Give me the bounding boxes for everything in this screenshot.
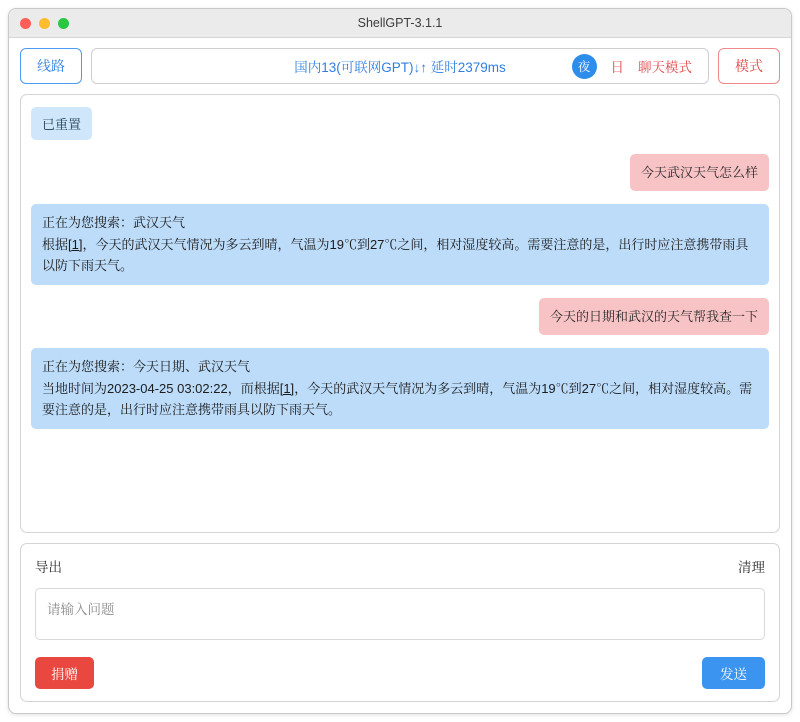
clear-button[interactable]: 清理 bbox=[738, 560, 765, 575]
title-bar bbox=[9, 9, 791, 38]
chat-message-bot bbox=[31, 348, 769, 428]
night-mode-toggle[interactable]: 夜 bbox=[572, 54, 597, 79]
chat-mode-label[interactable]: 聊天模式 bbox=[638, 60, 692, 75]
bot-answer-text bbox=[42, 378, 758, 421]
answer-suffix: ，今天的武汉天气情况为多云到晴，气温为19℃到27℃之间，相对湿度较高。需要注意的是，出行时应注意携带雨具以防下雨天气。 bbox=[42, 236, 749, 274]
citation-link[interactable]: [1] bbox=[279, 380, 295, 396]
route-button[interactable]: 线路 bbox=[20, 48, 82, 84]
bot-answer-text bbox=[42, 234, 758, 277]
bot-bubble bbox=[31, 204, 769, 284]
minimize-icon[interactable] bbox=[39, 18, 50, 29]
chat-message-bot bbox=[31, 204, 769, 284]
theme-toggle-group bbox=[572, 54, 699, 79]
user-bubble: 今天的日期和武汉的天气帮我查一下 bbox=[539, 298, 769, 335]
citation-link[interactable]: [1] bbox=[68, 236, 83, 252]
mode-button[interactable]: 模式 bbox=[718, 48, 780, 84]
reset-badge: 已重置 bbox=[31, 107, 92, 140]
route-status-bar[interactable] bbox=[91, 48, 709, 84]
app-window bbox=[8, 8, 792, 714]
maximize-icon[interactable] bbox=[58, 18, 69, 29]
composer-panel bbox=[20, 543, 780, 702]
toolbar bbox=[9, 38, 791, 92]
user-bubble: 今天武汉天气怎么样 bbox=[630, 154, 769, 191]
chat-message-user bbox=[31, 154, 769, 191]
route-status-label: 国内13(可联网GPT)↓↑ 延时2379ms bbox=[294, 60, 506, 75]
donate-button[interactable]: 捐赠 bbox=[35, 657, 94, 689]
window-title: ShellGPT-3.1.1 bbox=[357, 16, 443, 30]
export-button[interactable]: 导出 bbox=[35, 560, 62, 575]
search-status-line: 正在为您搜索：武汉天气 bbox=[42, 215, 186, 231]
bot-bubble bbox=[31, 348, 769, 428]
chat-message-user bbox=[31, 298, 769, 335]
send-button[interactable]: 发送 bbox=[702, 657, 765, 689]
composer-actions bbox=[35, 657, 765, 689]
question-input[interactable] bbox=[35, 588, 765, 640]
chat-panel[interactable] bbox=[20, 94, 780, 533]
composer-header bbox=[35, 556, 765, 576]
window-controls bbox=[20, 18, 69, 29]
answer-prefix: 当地时间为2023-04-25 03:02:22，而根据 bbox=[42, 380, 280, 396]
day-mode-toggle[interactable]: 日 bbox=[610, 60, 624, 75]
close-icon[interactable] bbox=[20, 18, 31, 29]
answer-suffix: ，今天的武汉天气情况为多云到晴，气温为19℃到27℃之间，相对湿度较高。需要注意的是，出行时应注意携带雨具以防下雨天气。 bbox=[42, 380, 753, 418]
answer-prefix: 根据 bbox=[42, 236, 69, 252]
search-status-line: 正在为您搜索：今天日期、武汉天气 bbox=[42, 359, 251, 375]
